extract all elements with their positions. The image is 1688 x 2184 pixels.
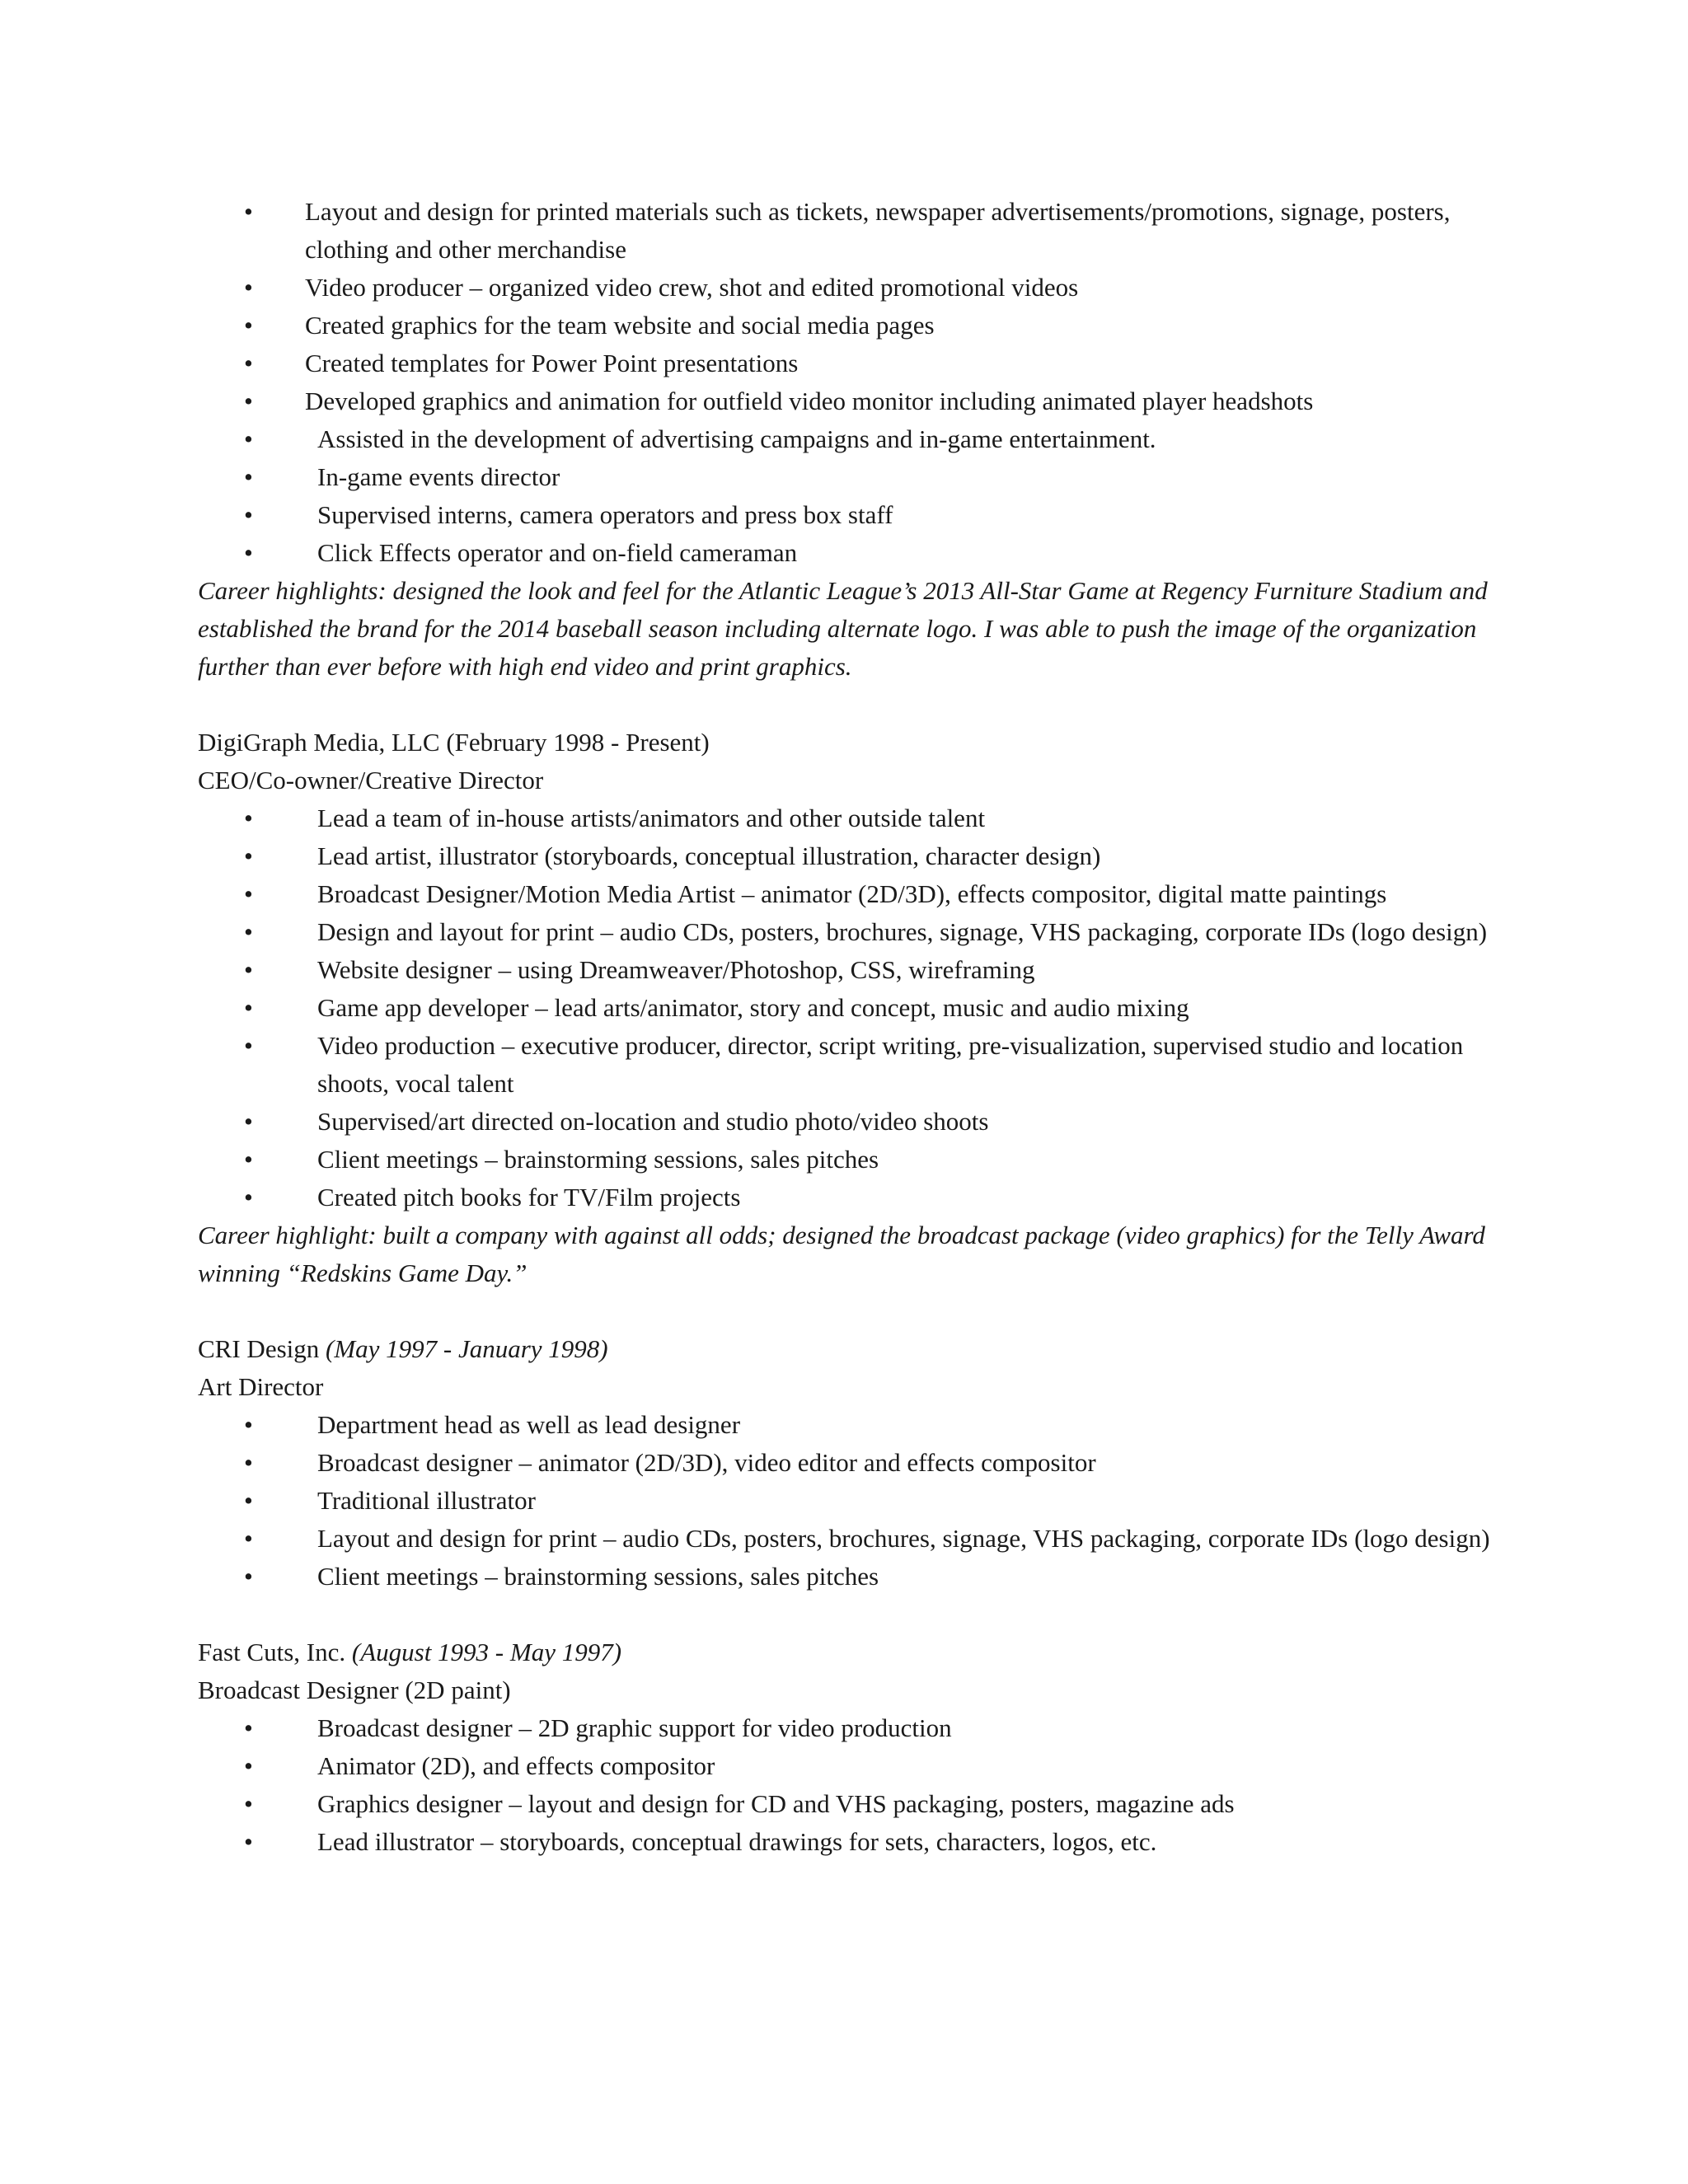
intro-bullet-list xyxy=(198,193,1492,572)
list-item: • Department head as well as lead designer xyxy=(198,1406,1492,1444)
job-title: Art Director xyxy=(198,1372,324,1401)
list-item: • Developed graphics and animation for outfield video monitor including animated player headshots xyxy=(198,382,1492,420)
list-item: • Supervised interns, camera operators and press box staff xyxy=(198,496,1492,534)
list-item: • Created templates for Power Point presentations xyxy=(198,344,1492,382)
list-item: • Created graphics for the team website and social media pages xyxy=(198,307,1492,344)
list-item: • Video production – executive producer, director, script writing, pre-visualization, supervised studio and location shoots, vocal talent xyxy=(198,1027,1492,1103)
list-item: • Layout and design for printed materials such as tickets, newspaper advertisements/promotions, signage, posters, clothing and other merchandise xyxy=(198,193,1492,269)
list-item: • Traditional illustrator xyxy=(198,1482,1492,1520)
list-item: • Animator (2D), and effects compositor xyxy=(198,1747,1492,1785)
job-title: Broadcast Designer (2D paint) xyxy=(198,1675,511,1704)
job-dates: (August 1993 - May 1997) xyxy=(351,1638,622,1666)
list-item: • Created pitch books for TV/Film projects xyxy=(198,1179,1492,1216)
list-item: • In-game events director xyxy=(198,458,1492,496)
job-heading-cri xyxy=(198,1330,1492,1368)
list-item: • Broadcast Designer/Motion Media Artist – animator (2D/3D), effects compositor, digital matte paintings xyxy=(198,875,1492,913)
list-item: • Video producer – organized video crew, shot and edited promotional videos xyxy=(198,269,1492,307)
list-item: • Lead illustrator – storyboards, conceptual drawings for sets, characters, logos, etc. xyxy=(198,1823,1492,1861)
list-item: • Assisted in the development of advertising campaigns and in-game entertainment. xyxy=(198,420,1492,458)
list-item: • Client meetings – brainstorming sessions, sales pitches xyxy=(198,1558,1492,1596)
list-item: • Design and layout for print – audio CDs, posters, brochures, signage, VHS packaging, corporate IDs (logo design) xyxy=(198,913,1492,951)
company-name: DigiGraph Media, LLC xyxy=(198,728,440,757)
list-item: • Broadcast designer – 2D graphic support for video production xyxy=(198,1709,1492,1747)
job-heading-digigraph xyxy=(198,724,1492,762)
list-item: • Lead artist, illustrator (storyboards, conceptual illustration, character design) xyxy=(198,837,1492,875)
list-item: • Layout and design for print – audio CDs, posters, brochures, signage, VHS packaging, corporate IDs (logo design) xyxy=(198,1520,1492,1558)
company-name: CRI Design xyxy=(198,1334,320,1363)
list-item: • Click Effects operator and on-field cameraman xyxy=(198,534,1492,572)
job-heading-fastcuts xyxy=(198,1633,1492,1671)
job-title: CEO/Co-owner/Creative Director xyxy=(198,766,544,794)
list-item: • Graphics designer – layout and design for CD and VHS packaging, posters, magazine ads xyxy=(198,1785,1492,1823)
list-item: • Client meetings – brainstorming sessions, sales pitches xyxy=(198,1141,1492,1179)
career-highlight-digigraph: Career highlight: built a company with against all odds; designed the broadcast package (video graphics) for the Telly Award winning “Redskins Game Day.” xyxy=(198,1221,1485,1287)
company-name: Fast Cuts, Inc. xyxy=(198,1638,346,1666)
job-dates: (February 1998 - Present) xyxy=(446,728,710,757)
digigraph-bullet-list xyxy=(198,799,1492,1216)
list-item: • Game app developer – lead arts/animator, story and concept, music and audio mixing xyxy=(198,989,1492,1027)
job-dates: (May 1997 - January 1998) xyxy=(326,1334,608,1363)
cri-bullet-list xyxy=(198,1406,1492,1596)
fastcuts-bullet-list xyxy=(198,1709,1492,1861)
list-item: • Website designer – using Dreamweaver/Photoshop, CSS, wireframing xyxy=(198,951,1492,989)
career-highlight-intro: Career highlights: designed the look and feel for the Atlantic League’s 2013 All-Star Game at Regency Furniture Stadium and established the brand for the 2014 baseball season including alternate logo. I was able to push the image of the organization further than ever before with high end video and print graphics. xyxy=(198,576,1488,681)
list-item: • Supervised/art directed on-location and studio photo/video shoots xyxy=(198,1103,1492,1141)
resume-page xyxy=(198,193,1492,1861)
list-item: • Broadcast designer – animator (2D/3D), video editor and effects compositor xyxy=(198,1444,1492,1482)
list-item: • Lead a team of in-house artists/animators and other outside talent xyxy=(198,799,1492,837)
